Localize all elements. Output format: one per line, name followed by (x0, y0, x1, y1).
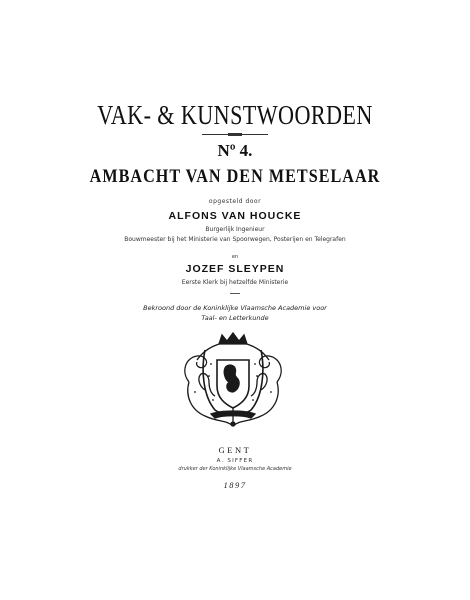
publication-year: 1897 (223, 480, 247, 490)
author-1-name: ALFONS VAN HOUCKE (168, 210, 302, 222)
author-1-role-1: Burgerlijk Ingenieur (205, 226, 265, 233)
award-line-1: Bekroond door de Koninklijke Vlaamsche Academie voor (143, 304, 327, 312)
publication-city: GENT (218, 445, 252, 455)
title-divider (202, 134, 268, 135)
conjunction: en (231, 254, 239, 260)
publisher-note: drukker der Koninklijke Vlaamsche Academie (178, 466, 292, 472)
author-2-name: JOZEF SLEYPEN (185, 263, 285, 275)
by-line: opgesteld door (208, 198, 262, 205)
volume-number: Nº 4. (217, 141, 253, 160)
book-subtitle: AMBACHT VAN DEN METSELAAR (89, 166, 381, 187)
book-title: VAK- & KUNSTWOORDEN (97, 100, 373, 130)
publisher-name: A. SIFFER (216, 458, 254, 464)
royal-coat-of-arms-icon (175, 330, 291, 430)
author-1-role-2: Bouwmeester bij het Ministerie van Spoorwegen, Posterijen en Telegrafen (124, 236, 346, 243)
award-line-2: Taal- en Letterkunde (201, 314, 269, 322)
author-2-role: Eerste Klerk bij hetzelfde Ministerie (181, 279, 289, 286)
small-divider (230, 293, 240, 294)
